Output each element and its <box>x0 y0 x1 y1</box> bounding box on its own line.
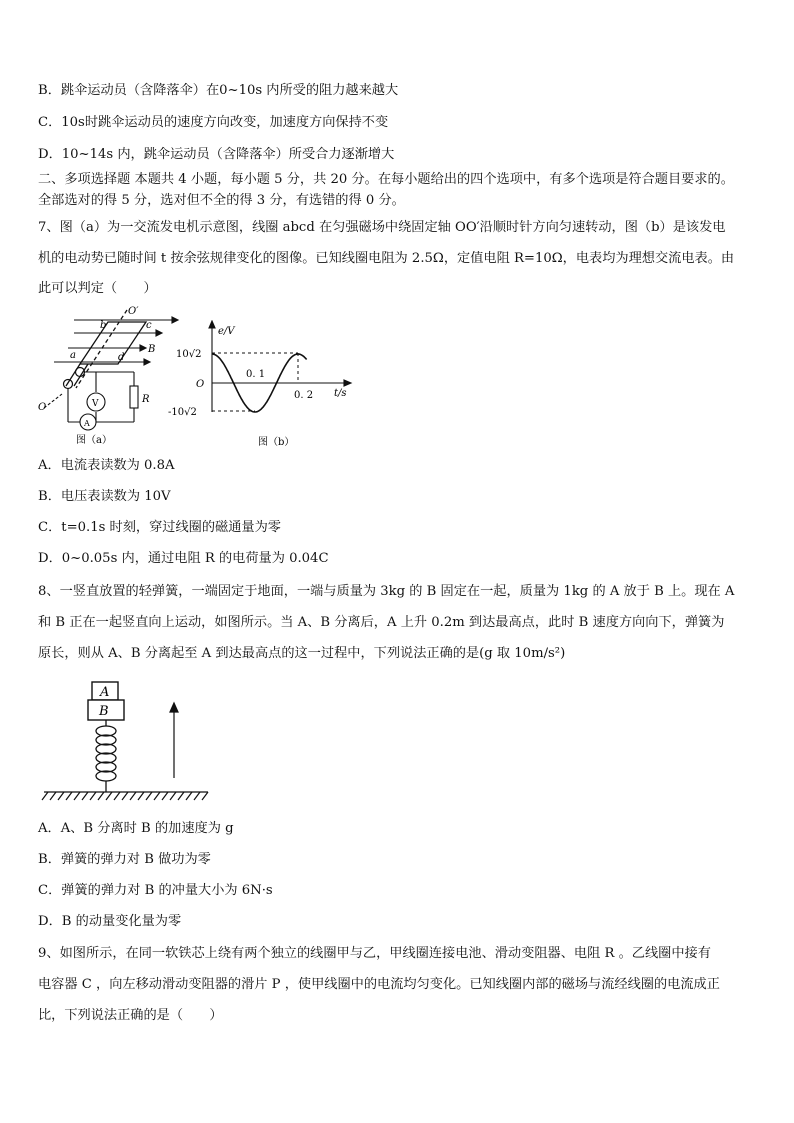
q7-fig-b-tick-01: 0. 1 <box>246 369 266 380</box>
q7-stem-line1: 7、图（a）为一交流发电机示意图，线圈 abcd 在匀强磁场中绕固定轴 OO′沿顺时针方向匀速转动，图（b）是该发电 <box>38 220 726 235</box>
q7-fig-a-label-c: c <box>146 320 152 331</box>
section2-heading-line1: 二、多项选择题 本题共 4 小题，每小题 5 分，共 20 分。在每小题给出的四个选项中，有多个选项是符合题目要求的。 <box>38 172 734 187</box>
q8-stem-line2: 和 B 正在一起竖直向上运动，如图所示。当 A、B 分离后，A 上升 0.2m 到达最高点，此时 B 速度方向向下，弹簧为 <box>38 615 725 630</box>
q6-option-d: D．10~14s 内，跳伞运动员（含降落伞）所受合力逐渐增大 <box>38 147 395 162</box>
q8-ground <box>42 792 208 800</box>
q8-option-a: A．A、B 分离时 B 的加速度为 g <box>38 821 234 836</box>
q9-stem-line1: 9、如图所示，在同一软铁芯上绕有两个独立的线圈甲与乙，甲线圈连接电池、滑动变阻器、电阻 R 。乙线圈中接有 <box>38 946 711 961</box>
q7-option-c: C．t=0.1s 时刻，穿过线圈的磁通量为零 <box>38 520 281 535</box>
q7-figure-a <box>36 304 186 450</box>
q7-fig-a-label-o: O <box>38 402 47 413</box>
q9-stem-line3: 比，下列说法正确的是（ ） <box>38 1008 223 1023</box>
q6-option-b: B．跳伞运动员（含降落伞）在0~10s 内所受的阻力越来越大 <box>38 83 399 98</box>
q7-fig-b-y-top: 10√2 <box>176 349 202 360</box>
q7-fig-b-xlabel: t/s <box>334 388 347 399</box>
q8-velocity-arrow <box>170 703 178 778</box>
q7-figure-b <box>166 320 362 452</box>
q8-figure <box>38 674 214 804</box>
q7-option-a: A．电流表读数为 0.8A <box>38 458 175 473</box>
q7-stem-line3: 此可以判定（ ） <box>38 281 157 296</box>
q7-fig-b-tick-02: 0. 2 <box>294 390 314 401</box>
q8-block-a-label: A <box>100 685 110 700</box>
q7-stem-line2: 机的电动势已随时间 t 按余弦规律变化的图像。已知线圈电阻为 2.5Ω，定值电阻 R=10Ω，电表均为理想交流电表。由 <box>38 251 735 266</box>
q7-fig-b-origin: O <box>196 379 205 390</box>
q8-option-c: C．弹簧的弹力对 B 的冲量大小为 6N·s <box>38 883 273 898</box>
q7-fig-a-label-d: d <box>118 352 125 363</box>
q7-option-b: B．电压表读数为 10V <box>38 489 171 504</box>
q7-fig-b-y-bottom: -10√2 <box>168 407 197 418</box>
q7-fig-a-label-a: a <box>70 350 76 361</box>
q7-option-d: D．0~0.05s 内，通过电阻 R 的电荷量为 0.04C <box>38 551 329 566</box>
q7-fig-a-caption: 图（a） <box>76 435 112 446</box>
q7-fig-a-label-b: b <box>100 320 107 331</box>
q8-stem-line3: 原长，则从 A、B 分离起至 A 到达最高点的这一过程中，下列说法正确的是(g 取 10m/s²) <box>38 646 566 661</box>
section2-heading-line2: 全部选对的得 5 分，选对但不全的得 3 分，有选错的得 0 分。 <box>38 193 405 208</box>
q7-fig-a-ammeter-label: A <box>84 419 90 428</box>
q9-stem-line2: 电容器 C ，向左移动滑动变阻器的滑片 P ，使甲线圈中的电流均匀变化。已知线圈内部的磁场与流经线圈的电流成正 <box>38 977 720 992</box>
q7-fig-a-voltmeter-label: V <box>92 399 99 409</box>
q8-option-b: B．弹簧的弹力对 B 做功为零 <box>38 852 211 867</box>
q7-fig-a-label-field-b: B <box>148 344 156 355</box>
q7-fig-b-caption: 图（b） <box>258 437 295 448</box>
q8-option-d: D．B 的动量变化量为零 <box>38 914 182 929</box>
q7-fig-a-resistor-label: R <box>142 394 150 405</box>
q7-fig-a-label-o-prime: O′ <box>128 306 139 317</box>
q8-block-b-label: B <box>99 704 109 719</box>
q7-fig-b-ylabel: e/V <box>218 326 235 337</box>
q8-stem-line1: 8、一竖直放置的轻弹簧，一端固定于地面，一端与质量为 3kg 的 B 固定在一起，质量为 1kg 的 A 放于 B 上。现在 A <box>38 584 735 599</box>
q8-spring <box>96 720 116 792</box>
q6-option-c: C．10s时跳伞运动员的速度方向改变，加速度方向保持不变 <box>38 115 389 130</box>
